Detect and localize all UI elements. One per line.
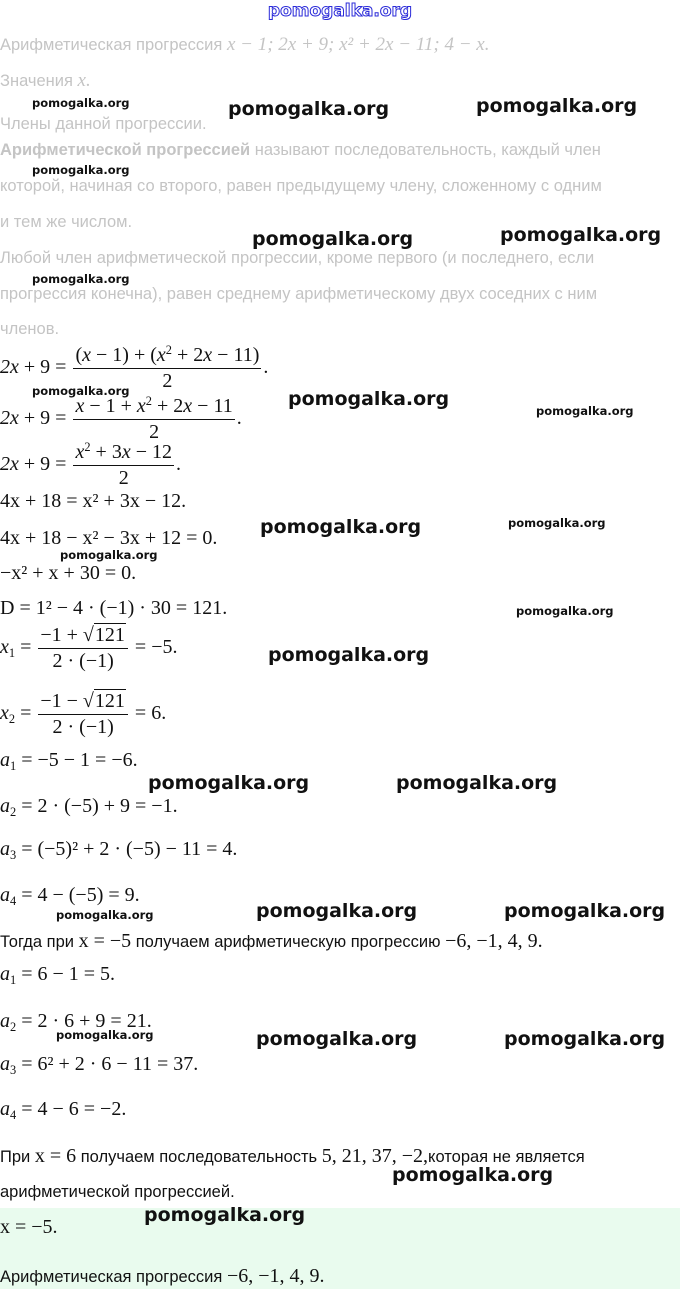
task-statement (0, 34, 489, 56)
watermark: pomogalka.org (256, 1028, 418, 1050)
task-prefix: Арифметическая прогрессия (0, 36, 223, 54)
equation-step-6: −x² + x + 30 = 0. (0, 562, 137, 584)
equation-mean-1: 2x + 9 = $\frac{(x - 1) + (x^2 + 2x - 11)}{2}$ . (0, 343, 269, 392)
case1-a3: a3 = (−5)² + 2 · (−5) − 11 = 4. (0, 838, 238, 862)
case2-a3: a3 = 6² + 2 · 6 − 11 = 37. (0, 1053, 199, 1077)
root-x2: x2 = $\frac{-1 - √121}{2 \cdot (-1)}$ = 6. (0, 690, 167, 738)
watermark: pomogalka.org (260, 516, 422, 538)
answer-progression: Арифметическая прогрессия −6, −1, 4, 9. (0, 1265, 325, 1287)
watermark: pomogalka.org (148, 772, 310, 794)
property-line-2: прогрессия конечна), равен среднему арифметическому двух соседних с ним (0, 285, 598, 303)
case2-a1: a1 = 6 − 1 = 5. (0, 963, 116, 987)
watermark: pomogalka.org (288, 388, 450, 410)
definition-line-2: которой, начиная со второго, равен предыдущему члену, сложенному с одним (0, 177, 602, 195)
watermark: pomogalka.org (500, 224, 662, 246)
equation-step-5: 4x + 18 − x² − 3x + 12 = 0. (0, 527, 218, 549)
watermark: pomogalka.org (396, 772, 558, 794)
watermark: pomogalka.org (60, 548, 158, 562)
case2-a4: a4 = 4 − 6 = −2. (0, 1098, 127, 1122)
watermark: pomogalka.org (252, 228, 414, 250)
case1-a2: a2 = 2 · (−5) + 9 = −1. (0, 795, 178, 819)
case1-a4: a4 = 4 − (−5) = 9. (0, 884, 140, 908)
watermark: pomogalka.org (32, 96, 130, 110)
watermark: pomogalka.org (32, 384, 130, 398)
answer-x: x = −5. (0, 1216, 58, 1238)
watermark: pomogalka.org (144, 1204, 306, 1226)
watermark: pomogalka.org (504, 1028, 666, 1050)
watermark: pomogalka.org (476, 95, 638, 117)
watermark: pomogalka.org (256, 900, 418, 922)
case1-conclusion: Тогда при x = −5 получаем арифметическую прогрессию −6, −1, 4, 9. (0, 930, 543, 952)
watermark: pomogalka.org (32, 163, 130, 177)
root-x1: x1 = $\frac{-1 + √121}{2 \cdot (-1)}$ = −5. (0, 624, 178, 672)
property-line-3: членов. (0, 320, 60, 338)
site-title[interactable]: pomogalka.org (267, 1, 413, 21)
watermark: pomogalka.org (56, 1028, 154, 1042)
case2-conclusion-line2: арифметической прогрессией. (0, 1183, 235, 1201)
case2-a2: a2 = 2 · 6 + 9 = 21. (0, 1010, 152, 1034)
watermark: pomogalka.org (268, 644, 430, 666)
property-line-1: Любой член арифметической прогрессии, кроме первого (и последнего, если (0, 249, 595, 267)
task-terms: x − 1; 2x + 9; x² + 2x − 11; 4 − x. (226, 34, 490, 55)
equation-step-4: 4x + 18 = x² + 3x − 12. (0, 490, 187, 512)
watermark: pomogalka.org (228, 98, 390, 120)
discriminant: D = 1² − 4 · (−1) · 30 = 121. (0, 597, 228, 619)
equation-mean-2: 2x + 9 = $\frac{x - 1 + x^2 + 2x - 11}{2}$ . (0, 394, 242, 443)
definition-line-1: Арифметической прогрессией называют последовательность, каждый член (0, 141, 601, 159)
watermark: pomogalka.org (56, 908, 154, 922)
watermark: pomogalka.org (504, 900, 666, 922)
case1-a1: a1 = −5 − 1 = −6. (0, 749, 138, 773)
find-values: Значения x. (0, 70, 91, 91)
case2-conclusion-line1: При x = 6 получаем последовательность 5, 21, 37, −2,которая не является (0, 1145, 585, 1167)
watermark: pomogalka.org (508, 516, 606, 530)
definition-line-3: и тем же числом. (0, 213, 133, 231)
watermark: pomogalka.org (536, 404, 634, 418)
equation-mean-3: 2x + 9 = $\frac{x^2 + 3x - 12}{2}$ . (0, 440, 181, 489)
watermark: pomogalka.org (32, 272, 130, 286)
find-members: Члены данной прогрессии. (0, 115, 207, 133)
watermark: pomogalka.org (392, 1164, 554, 1186)
watermark: pomogalka.org (516, 604, 614, 618)
